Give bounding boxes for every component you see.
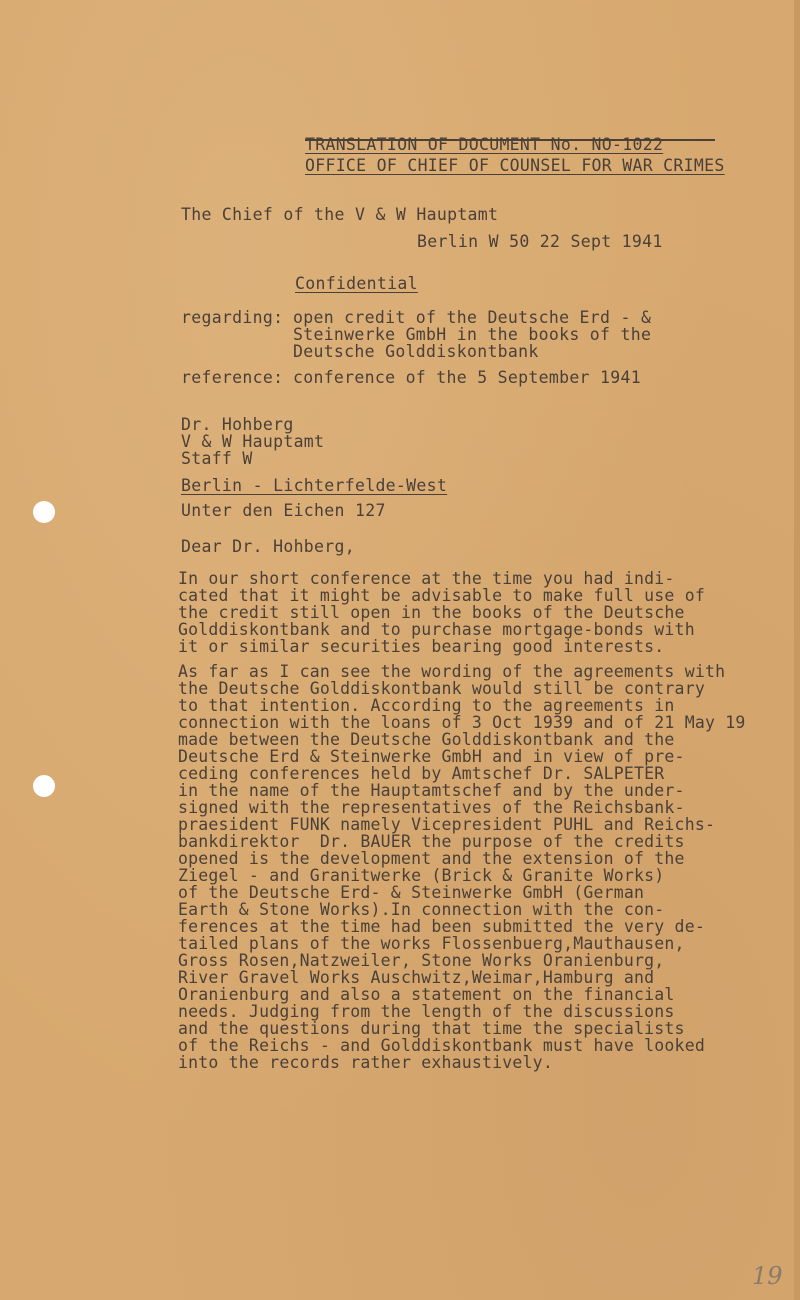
paragraph-1-line: it or similar securities bearing good interests.: [178, 637, 665, 656]
paragraph-1-line: Golddiskontbank and to purchase mortgage-bonds with: [178, 620, 695, 639]
regarding-line-2: Steinwerke GmbH in the books of the: [293, 325, 652, 344]
paragraph-2-line: As far as I can see the wording of the agreements with: [178, 662, 726, 681]
classification: Confidential: [295, 274, 418, 293]
paragraph-2-line: in the name of the Hauptamtschef and by the under-: [178, 781, 685, 800]
paragraph-2-line: opened is the development and the extension of the: [178, 849, 685, 868]
paragraph-2-line: the Deutsche Golddiskontbank would still be contrary: [178, 679, 705, 698]
page-edge: [794, 0, 800, 1300]
paragraph-1-line: cated that it might be advisable to make full use of: [178, 586, 705, 605]
paragraph-2-line: tailed plans of the works Flossenbuerg,Mauthausen,: [178, 934, 685, 953]
paragraph-2-line: Oranienburg and also a statement on the financial: [178, 985, 675, 1004]
paragraph-2-line: praesident FUNK namely Vicepresident PUHL and Reichs-: [178, 815, 716, 834]
reference-text: conference of the 5 September 1941: [293, 368, 641, 387]
paragraph-2-line: needs. Judging from the length of the discussions: [178, 1002, 675, 1021]
header-line-2: OFFICE OF CHIEF OF COUNSEL FOR WAR CRIMES: [305, 156, 725, 175]
paragraph-1-line: the credit still open in the books of the Deutsche: [178, 603, 685, 622]
paragraph-2-line: Deutsche Erd & Steinwerke GmbH and in view of pre-: [178, 747, 685, 766]
sender-line: The Chief of the V & W Hauptamt: [181, 205, 499, 224]
paragraph-2-line: of the Reichs - and Golddiskontbank must have looked: [178, 1036, 705, 1055]
paragraph-2-line: of the Deutsche Erd- & Steinwerke GmbH (German: [178, 883, 645, 902]
recipient-dept: Staff W: [181, 449, 253, 468]
recipient-org: V & W Hauptamt: [181, 432, 325, 451]
paragraph-2-line: Ziegel - and Granitwerke (Brick & Granite Works): [178, 866, 665, 885]
recipient-city: Berlin - Lichterfelde-West: [181, 476, 448, 495]
regarding-line-3: Deutsche Golddiskontbank: [293, 342, 539, 361]
paragraph-2-line: connection with the loans of 3 Oct 1939 and of 21 May 19: [178, 713, 746, 732]
paragraph-2-line: ceding conferences held by Amtschef Dr. SALPETER: [178, 764, 665, 783]
recipient-street: Unter den Eichen 127: [181, 501, 386, 520]
punch-hole-bottom: [33, 775, 55, 797]
regarding-line-1: open credit of the Deutsche Erd - &: [293, 308, 652, 327]
regarding-label: regarding:: [181, 308, 284, 327]
paragraph-2-line: to that intention. According to the agreements in: [178, 696, 675, 715]
paragraph-2-line: Earth & Stone Works).In connection with the con-: [178, 900, 665, 919]
paragraph-1-line: In our short conference at the time you had indi-: [178, 569, 675, 588]
header-line-1: TRANSLATION OF DOCUMENT No. NO-1022: [305, 135, 664, 154]
recipient-name: Dr. Hohberg: [181, 415, 294, 434]
reference-label: reference:: [181, 368, 284, 387]
page-number: 19: [752, 1262, 783, 1290]
paragraph-2-line: Gross Rosen,Natzweiler, Stone Works Oranienburg,: [178, 951, 665, 970]
salutation: Dear Dr. Hohberg,: [181, 537, 355, 556]
paragraph-2-line: into the records rather exhaustively.: [178, 1053, 553, 1072]
paragraph-2-line: made between the Deutsche Golddiskontbank and the: [178, 730, 675, 749]
paragraph-2-line: bankdirektor Dr. BAUER the purpose of the credits: [178, 832, 685, 851]
place-date: Berlin W 50 22 Sept 1941: [417, 232, 663, 251]
paragraph-2-line: ferences at the time had been submitted the very de-: [178, 917, 705, 936]
punch-hole-top: [33, 501, 55, 523]
paragraph-2-line: River Gravel Works Auschwitz,Weimar,Hamburg and: [178, 968, 655, 987]
paragraph-2-line: and the questions during that time the specialists: [178, 1019, 685, 1038]
paragraph-2-line: signed with the representatives of the Reichsbank-: [178, 798, 685, 817]
